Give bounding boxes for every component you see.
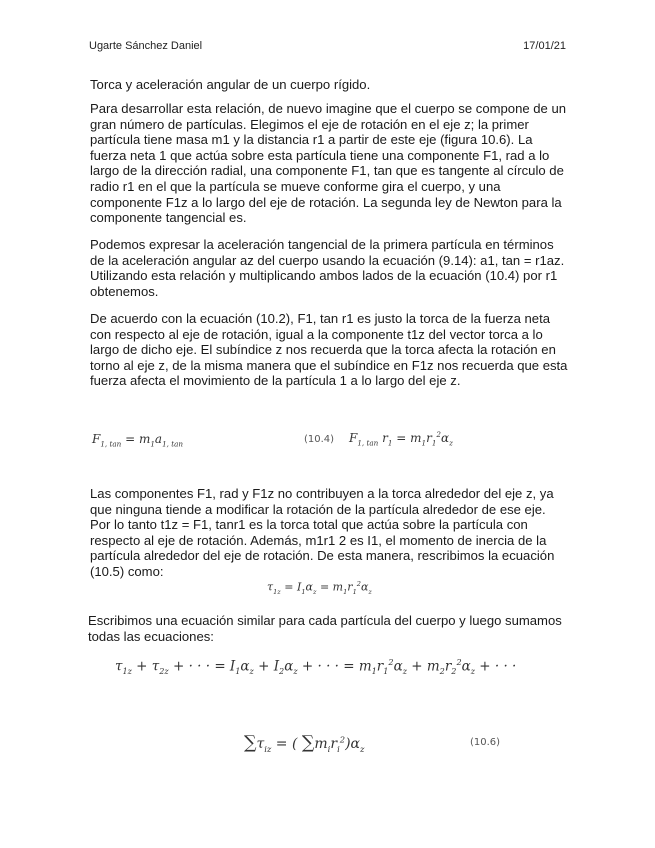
equation-10-4-number: (10.4): [304, 434, 335, 445]
equation-10-4: $F_{1, tan} = m_1a_{1, tan}$: [92, 432, 184, 449]
equation-10-6: $\sum\tau_{iz}$ = ( $\sum m_ir_i^2)\alpha_z$: [244, 733, 365, 754]
paragraph-torque-definition: De acuerdo con la ecuación (10.2), F1, tan r1 es justo la torca de la fuerza neta con respecto al eje de rotación, igual a la componente t1z del vector torca a lo largo de dicho eje. El subíndice z nos recuerda que la torca afecta la rotación en torno al eje z, de la misma manera que el subíndice en F1z nos recuerda que esta fuerza afecta el movimiento de la partícula 1 a lo largo del eje z.: [90, 311, 568, 389]
paragraph-sum-equations: Escribimos una ecuación similar para cada partícula del cuerpo y luego sumamos todas las ecuaciones:: [88, 613, 562, 644]
section-title: Torca y aceleración angular de un cuerpo rígido.: [90, 77, 371, 92]
equation-sum-torques: $\tau_{1z} + \tau_{2z}$ + · · · = $I_1\alpha_z + I_2\alpha_z$ + · · · = $m_1r_1^2\alpha_z + m_2r_2^2\alpha_z$ + · · ·: [115, 657, 517, 677]
header-date: 17/01/21: [523, 40, 566, 52]
equation-10-5: $\tau_{1z} = I_1\alpha_z = m_1r_1^2\alpha_z$: [267, 580, 372, 596]
equation-torque-particle: $F_{1, tan}$ $r_1 = m_1r_1^2\alpha_z$: [349, 430, 453, 448]
header-author: Ugarte Sánchez Daniel: [89, 40, 203, 52]
equation-10-6-number: (10.6): [470, 737, 501, 748]
paragraph-total-torque: Las componentes F1, rad y F1z no contribuyen a la torca alrededor del eje z, ya que ninguna tiende a modificar la rotación de la partícula alrededor de ese eje. Por lo tanto t1z = F1, tanr1 es la torca total que actúa sobre la partícula con respecto al eje de rotación. Además, m1r1 2 es I1, el momento de inercia de la partícula alrededor del eje de rotación. De esta manera, rescribimos la ecuación (10.5) como:: [90, 486, 555, 579]
paragraph-tangential-acceleration: Podemos expresar la aceleración tangencial de la primera partícula en términos de la aceleración angular az del cuerpo usando la ecuación (9.14): a1, tan = r1az. Utilizando esta relación y multiplicando ambos lados de la ecuación (10.4) por r1 obtenemos.: [90, 237, 565, 299]
paragraph-newton-law: Para desarrollar esta relación, de nuevo imagine que el cuerpo se compone de un gran número de partículas. Elegimos el eje de rotación en el eje z; la primer partícula tiene masa m1 y la distancia r1 a partir de este eje (figura 10.6). La fuerza neta 1 que actúa sobre esta partícula tiene una componente F1, rad a lo largo de la dirección radial, una componente F1, tan que es tangente al círculo de radio r1 en el que la partícula se mueve conforme gira el cuerpo, y una componente F1z a lo largo del eje de rotación. La segunda ley de Newton para la componente tangencial es.: [90, 101, 567, 226]
